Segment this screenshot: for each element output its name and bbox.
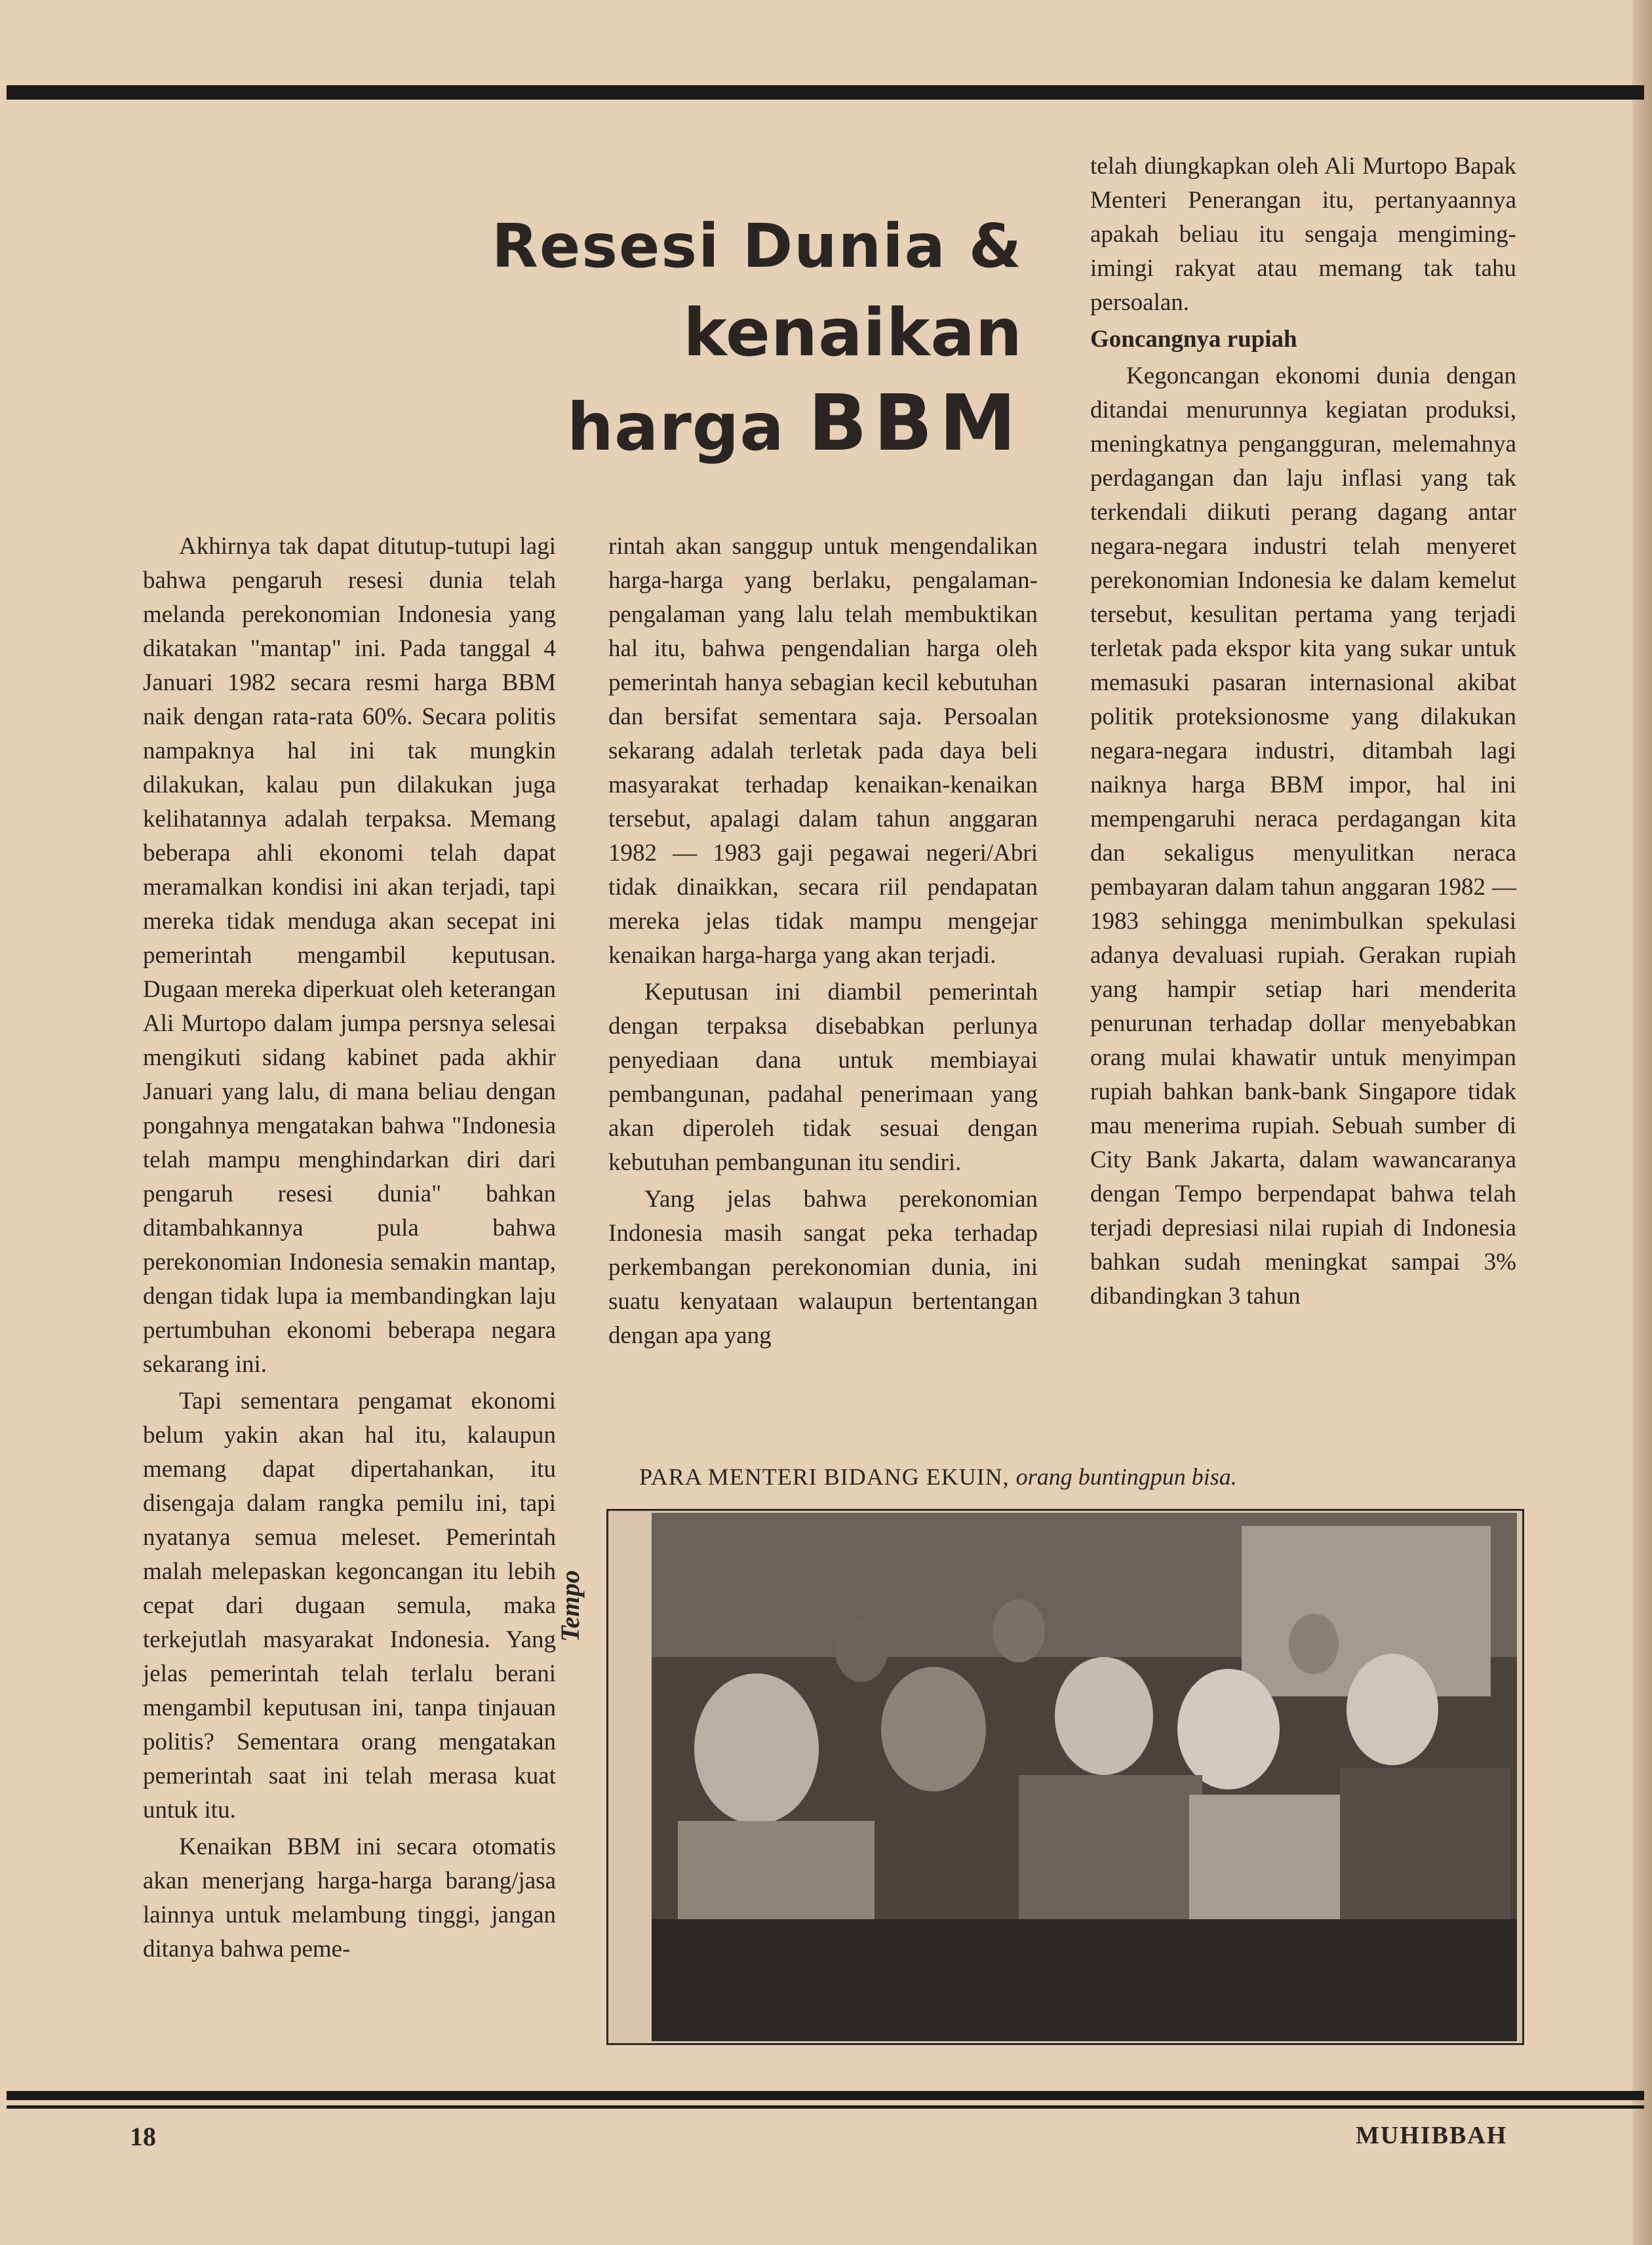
page-number: 18 — [130, 2122, 156, 2151]
magazine-name: MUHIBBAH — [1356, 2122, 1508, 2149]
top-rule — [7, 85, 1644, 100]
photo-frame — [606, 1509, 1524, 2045]
column-1-paragraph-2: Tapi sementara pengamat ekonomi belum yakin akan hal itu, kalaupun memang dapat dipertahankan, itu disengaja dalam rangka pemilu ini, tapi nyatanya semua meleset. Pemerintah malah melepaskan kegoncangan itu lebih cepat dari dugaan semula, maka terkejutlah masyarakat Indonesia. Yang jelas pemerintah telah terlalu berani mengambil keputusan ini, tanpa tinjauan politis? Sementara orang mengatakan pemerintah saat ini telah merasa kuat untuk itu. — [143, 1388, 556, 1824]
title-word-harga: harga — [566, 389, 785, 465]
title-word-bbm: BBM — [808, 378, 1023, 468]
title-line-3 — [367, 378, 1023, 468]
article-column-3 — [1090, 149, 1516, 1316]
caption-main: PARA MENTERI BIDANG EKUIN, — [639, 1464, 1010, 1490]
photo-caption — [639, 1463, 1511, 1491]
page-edge — [1632, 0, 1652, 2245]
column-1-paragraph-1: Akhirnya tak dapat ditutup-tutupi lagi bahwa pengaruh resesi dunia telah melanda perekonomian Indonesia yang dikatakan "mantap" ini. Pada tanggal 4 Januari 1982 secara resmi harga BBM naik dengan rata-rata 60%. Secara politis nampaknya hal ini tak mungkin dilakukan, kalau pun dilakukan juga kelihatannya adalah terpaksa. Memang beberapa ahli ekonomi telah dapat meramalkan kondisi ini akan terjadi, tapi mereka tidak menduga akan secepat ini pemerintah mengambil keputusan. Dugaan mereka diperkuat oleh keterangan Ali Murtopo dalam jumpa persnya selesai mengikuti sidang kabinet pada akhir Januari yang lalu, di mana beliau dengan pongahnya mengatakan bahwa "Indonesia telah mampu menghindarkan diri dari pengaruh resesi dunia" bahkan ditambahkannya pula bahwa perekonomian Indonesia semakin mantap, dengan tidak lupa ia membandingkan laju pertumbuhan ekonomi beberapa negara sekarang ini. — [143, 533, 556, 1378]
bottom-rule-thin — [7, 2105, 1644, 2109]
article-column-1 — [143, 530, 556, 1969]
column-3-paragraph-2: Kegoncangan ekonomi dunia dengan ditandai menurunnya kegiatan produksi, meningkatnya pengangguran, melemahnya perdagangan dan laju inflasi yang tak terkendali diikuti perang dagang antar negara-negara industri telah menyeret perekonomian Indonesia ke dalam kemelut tersebut, kesulitan pertama yang terjadi terletak pada ekspor kita yang sukar untuk memasuki pasaran internasional akibat politik proteksionosme yang dilakukan negara-negara industri, ditambah lagi naiknya harga BBM impor, hal ini mempengaruhi neraca perdagangan kita dan sekaligus menyulitkan neraca pembayaran dalam tahun anggaran 1982 — 1983 sehingga menimbulkan spekulasi adanya devaluasi rupiah. Gerakan rupiah yang hampir setiap hari menderita penurunan terhadap dollar menyebabkan orang mulai khawatir untuk menyimpan rupiah bahkan bank-bank Singapore tidak mau menerima rupiah. Sebuah sumber di City Bank Jakarta, dalam wawancaranya dengan Tempo berpendapat bahwa telah terjadi depresiasi nilai rupiah di Indonesia bahkan sudah meningkat sampai 3% dibandingkan 3 tahun — [1090, 362, 1516, 1310]
title-line-2: kenaikan — [683, 294, 1023, 371]
meeting-photo — [652, 1513, 1517, 2041]
title-line-1: Resesi Dunia & — [492, 211, 1023, 281]
meeting-photo-illustration — [652, 1513, 1517, 2041]
article-title — [367, 211, 1023, 468]
column-2-paragraph-1: rintah akan sanggup untuk mengendalikan harga-harga yang berlaku, pengalaman-pengalaman yang lalu telah membuktikan hal itu, bahwa pengendalian harga oleh pemerintah hanya sebagian kecil kebutuhan dan bersifat sementara saja. Persoalan sekarang adalah terletak pada daya beli masyarakat terhadap kenaikan-kenaikan tersebut, apalagi dalam tahun anggaran 1982 — 1983 gaji pegawai negeri/Abri tidak dinaikkan, secara riil pendapatan mereka jelas tidak mampu mengejar kenaikan harga-harga yang akan terjadi. — [608, 533, 1038, 969]
column-1-paragraph-3: Kenaikan BBM ini secara otomatis akan menerjang harga-harga barang/jasa lainnya untuk melambung tinggi, jangan ditanya bahwa peme- — [143, 1833, 556, 1962]
column-2-paragraph-2: Keputusan ini diambil pemerintah dengan terpaksa disebabkan perlunya penyediaan dana untuk membiayai pembangunan, padahal penerimaan yang akan diperoleh tidak sesuai dengan kebutuhan pembangunan itu sendiri. — [608, 979, 1038, 1176]
column-2-paragraph-3: Yang jelas bahwa perekonomian Indonesia masih sangat peka terhadap perkembangan perekonomian dunia, ini suatu kenyataan walaupun bertentangan dengan apa yang — [608, 1186, 1038, 1349]
section-subheading: Goncangnya rupiah — [1090, 326, 1297, 353]
column-3-paragraph-1: telah diungkapkan oleh Ali Murtopo Bapak Menteri Penerangan itu, pertanyaannya apakah beliau itu sengaja mengiming-imingi rakyat atau memang tak tahu persoalan. — [1090, 153, 1516, 316]
bottom-rule — [7, 2091, 1644, 2100]
article-column-2 — [608, 530, 1038, 1356]
photo-credit: Tempo — [555, 1570, 585, 1642]
caption-italic: orang buntingpun bisa. — [1015, 1464, 1237, 1490]
